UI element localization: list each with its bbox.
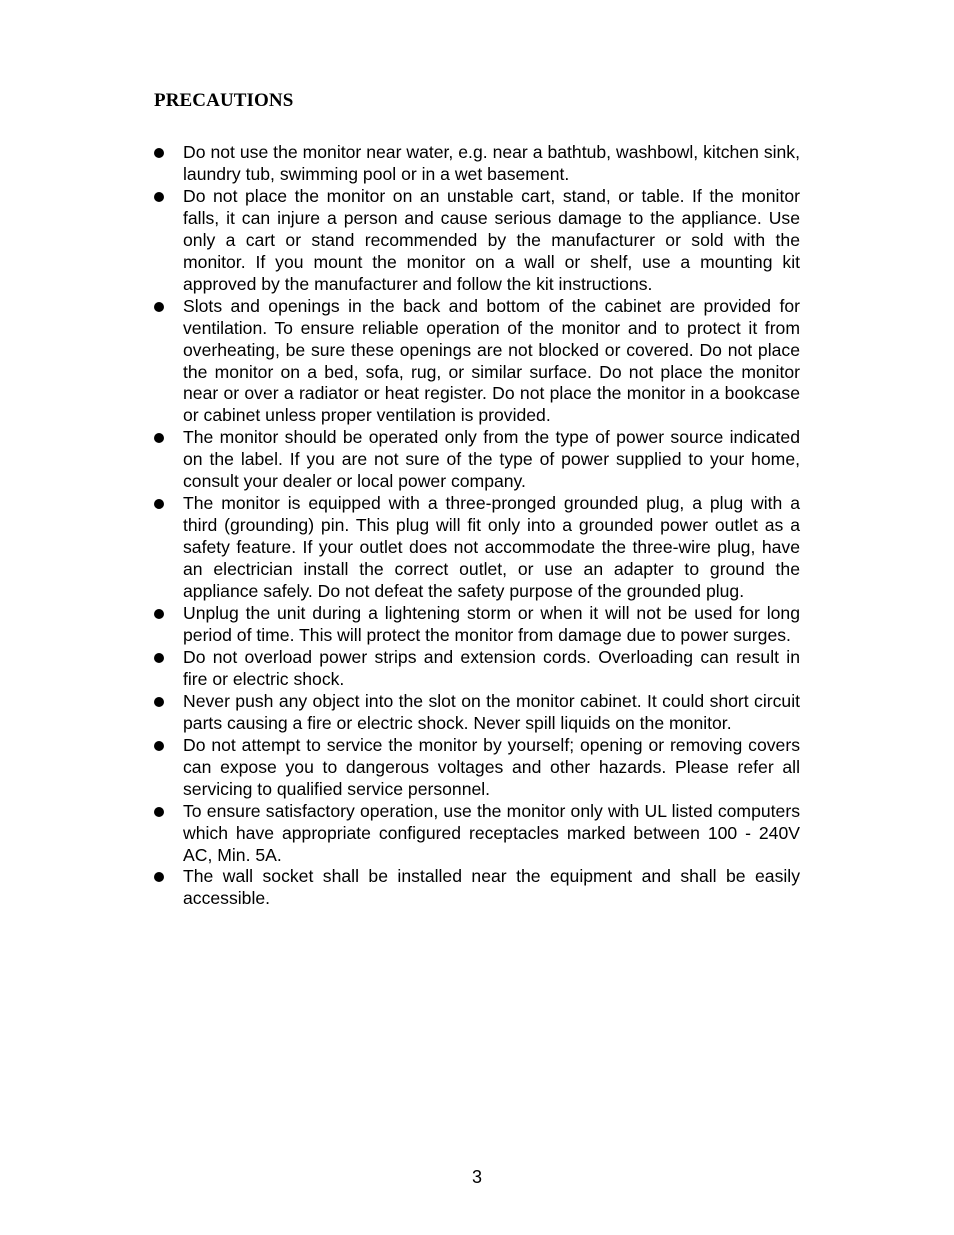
bullet-icon (154, 499, 164, 509)
precaution-item (154, 427, 800, 493)
precaution-item (154, 801, 800, 867)
precaution-text: The monitor should be operated only from the type of power source indicated on the label. If you are not sure of the type of power supplied to your home, consult your dealer or local power company. (183, 427, 800, 492)
precaution-text: Slots and openings in the back and bottom of the cabinet are provided for ventilation. To ensure reliable operation of the monitor and to protect it from overheating, be sure these openings are not blocked or covered. Do not place the monitor on a bed, sofa, rug, or similar surface. Do not place the monitor near or over a radiator or heat register. Do not place the monitor in a bookcase or cabinet unless proper ventilation is provided. (183, 295, 800, 426)
bullet-icon (154, 807, 164, 817)
bullet-icon (154, 302, 164, 312)
precaution-item (154, 866, 800, 910)
precaution-item (154, 186, 800, 296)
section-title: PRECAUTIONS (154, 90, 294, 111)
precaution-text: Never push any object into the slot on the monitor cabinet. It could short circuit parts causing a fire or electric shock. Never spill liquids on the monitor. (183, 690, 800, 733)
bullet-icon (154, 653, 164, 663)
bullet-icon (154, 433, 164, 443)
bullet-icon (154, 697, 164, 707)
precaution-item (154, 296, 800, 428)
precaution-text: Do not place the monitor on an unstable cart, stand, or table. If the monitor falls, it can injure a person and cause serious damage to the appliance. Use only a cart or stand recommended by the manufacturer or sold with the monitor. If you mount the monitor on a wall or shelf, use a mounting kit approved by the manufacturer and follow the kit instructions. (183, 185, 800, 294)
page-number: 3 (471, 1167, 482, 1187)
precaution-item (154, 735, 800, 801)
precautions-list (154, 142, 800, 910)
bullet-icon (154, 192, 164, 202)
precaution-item (154, 647, 800, 691)
precaution-text: The monitor is equipped with a three-pronged grounded plug, a plug with a third (grounding) pin. This plug will fit only into a grounded power outlet as a safety feature. If your outlet does not accommodate the three-wire plug, have an electrician install the correct outlet, or use an adapter to ground the appliance safely. Do not defeat the safety purpose of the grounded plug. (183, 493, 800, 602)
precaution-item (154, 603, 800, 647)
bullet-icon (154, 609, 164, 619)
precaution-text: Unplug the unit during a lightening storm or when it will not be used for long period of time. This will protect the monitor from damage due to power surges. (183, 603, 800, 645)
precaution-text: Do not overload power strips and extension cords. Overloading can result in fire or electric shock. (183, 646, 800, 689)
precaution-text: Do not use the monitor near water, e.g. near a bathtub, washbowl, kitchen sink, laundry tub, swimming pool or in a wet basement. (183, 142, 800, 184)
bullet-icon (154, 872, 164, 882)
precaution-item (154, 691, 800, 735)
precaution-text: The wall socket shall be installed near the equipment and shall be easily accessible. (183, 866, 800, 909)
bullet-icon (154, 148, 164, 158)
precaution-item (154, 493, 800, 603)
precaution-item (154, 142, 800, 186)
bullet-icon (154, 741, 164, 751)
precaution-text: To ensure satisfactory operation, use the monitor only with UL listed computers which have appropriate configured receptacles marked between 100 - 240V AC, Min. 5A. (183, 800, 800, 865)
precaution-text: Do not attempt to service the monitor by yourself; opening or removing covers can expose you to dangerous voltages and other hazards. Please refer all servicing to qualified service personnel. (183, 734, 800, 799)
